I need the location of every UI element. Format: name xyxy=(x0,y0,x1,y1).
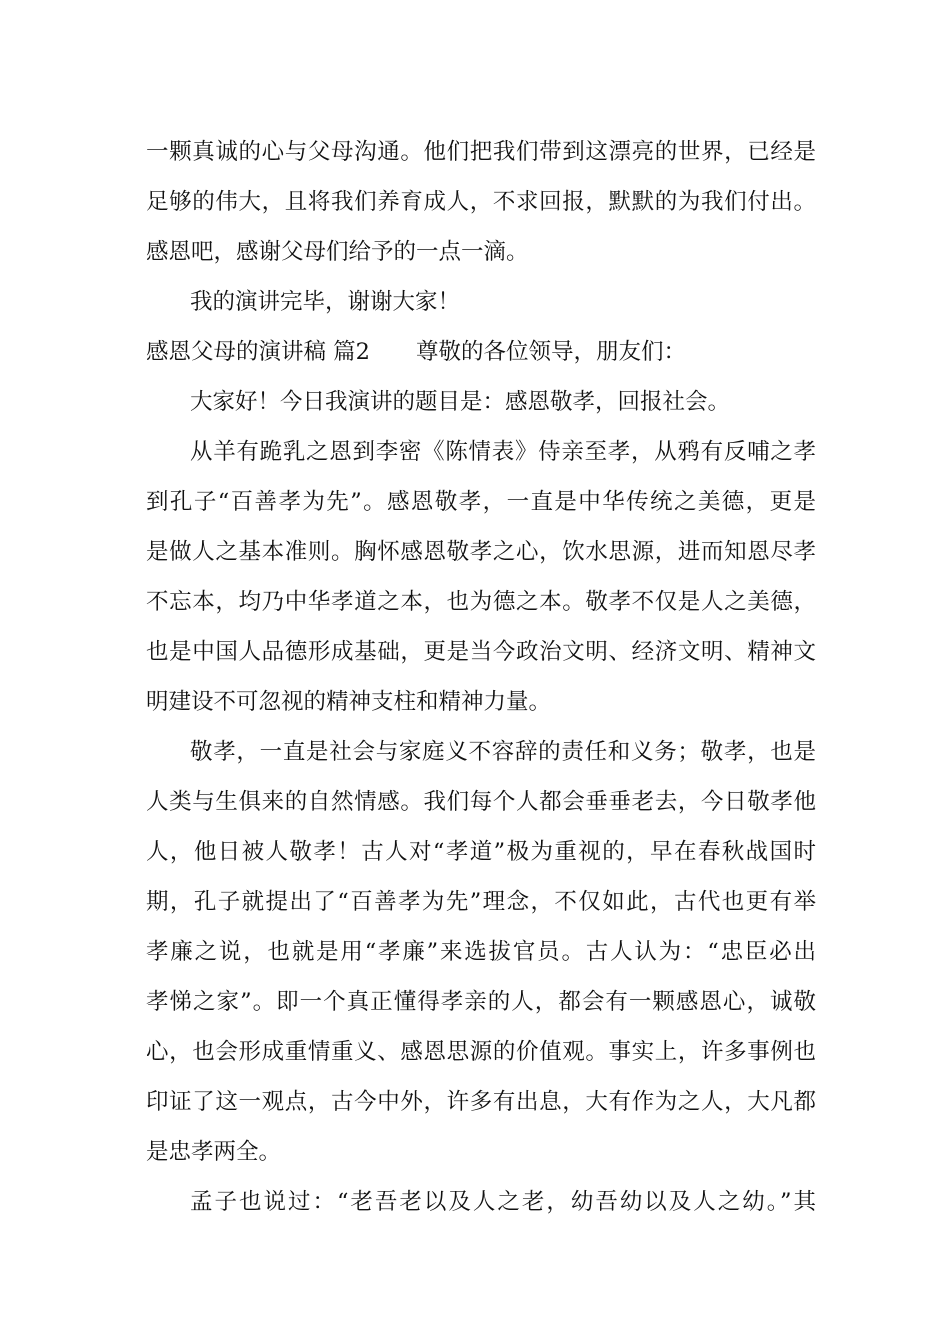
paragraph-line: 足够的伟大，且将我们养育成人，不求回报，默默的为我们付出。 xyxy=(146,189,816,215)
paragraph-line: 从羊有跪乳之恩到李密《陈情表》侍亲至孝，从鸦有反哺之孝 xyxy=(190,439,816,465)
paragraph-line: 不忘本，均乃中华孝道之本，也为德之本。敬孝不仅是人之美德， xyxy=(146,589,816,615)
paragraph-line: 是忠孝两全。 xyxy=(146,1139,282,1165)
paragraph-line: 大家好！今日我演讲的题目是：感恩敬孝，回报社会。 xyxy=(190,389,731,415)
paragraph-line: 印证了这一观点，古今中外，许多有出息，大有作为之人，大凡都 xyxy=(146,1089,816,1115)
paragraph-line: 是做人之基本准则。胸怀感恩敬孝之心，饮水思源，进而知恩尽孝 xyxy=(146,539,816,565)
paragraph-line: 期，孔子就提出了“百善孝为先”理念，不仅如此，古代也更有举 xyxy=(146,889,816,915)
paragraph-line: 孟子也说过：“老吾老以及人之老，幼吾幼以及人之幼。”其 xyxy=(190,1189,816,1215)
paragraph-line: 敬孝，一直是社会与家庭义不容辞的责任和义务；敬孝，也是 xyxy=(190,739,816,765)
paragraph-line: 感恩吧，感谢父母们给予的一点一滴。 xyxy=(146,239,529,265)
paragraph-line: 孝悌之家”。即一个真正懂得孝亲的人，都会有一颗感恩心，诚敬 xyxy=(146,989,816,1015)
paragraph-line: 人类与生俱来的自然情感。我们每个人都会垂垂老去，今日敬孝他 xyxy=(146,789,816,815)
paragraph-line: 到孔子“百善孝为先”。感恩敬孝，一直是中华传统之美德，更是 xyxy=(146,489,816,515)
paragraph-line: 孝廉之说，也就是用“孝廉”来选拔官员。古人认为：“忠臣必出 xyxy=(146,939,816,965)
paragraph-line: 心，也会形成重情重义、感恩思源的价值观。事实上，许多事例也 xyxy=(146,1039,816,1065)
paragraph-line: 人，他日被人敬孝！古人对“孝道”极为重视的，早在春秋战国时 xyxy=(146,839,816,865)
closing-line: 我的演讲完毕，谢谢大家！ xyxy=(190,289,461,315)
paragraph-line: 一颗真诚的心与父母沟通。他们把我们带到这漂亮的世界，已经是 xyxy=(146,139,816,165)
paragraph-line: 明建设不可忽视的精神支柱和精神力量。 xyxy=(146,689,552,715)
salutation: 尊敬的各位领导，朋友们： xyxy=(416,339,687,365)
section-title: 感恩父母的演讲稿 篇2 xyxy=(146,339,370,365)
section-heading xyxy=(146,337,816,367)
paragraph-line: 也是中国人品德形成基础，更是当今政治文明、经济文明、精神文 xyxy=(146,639,816,665)
